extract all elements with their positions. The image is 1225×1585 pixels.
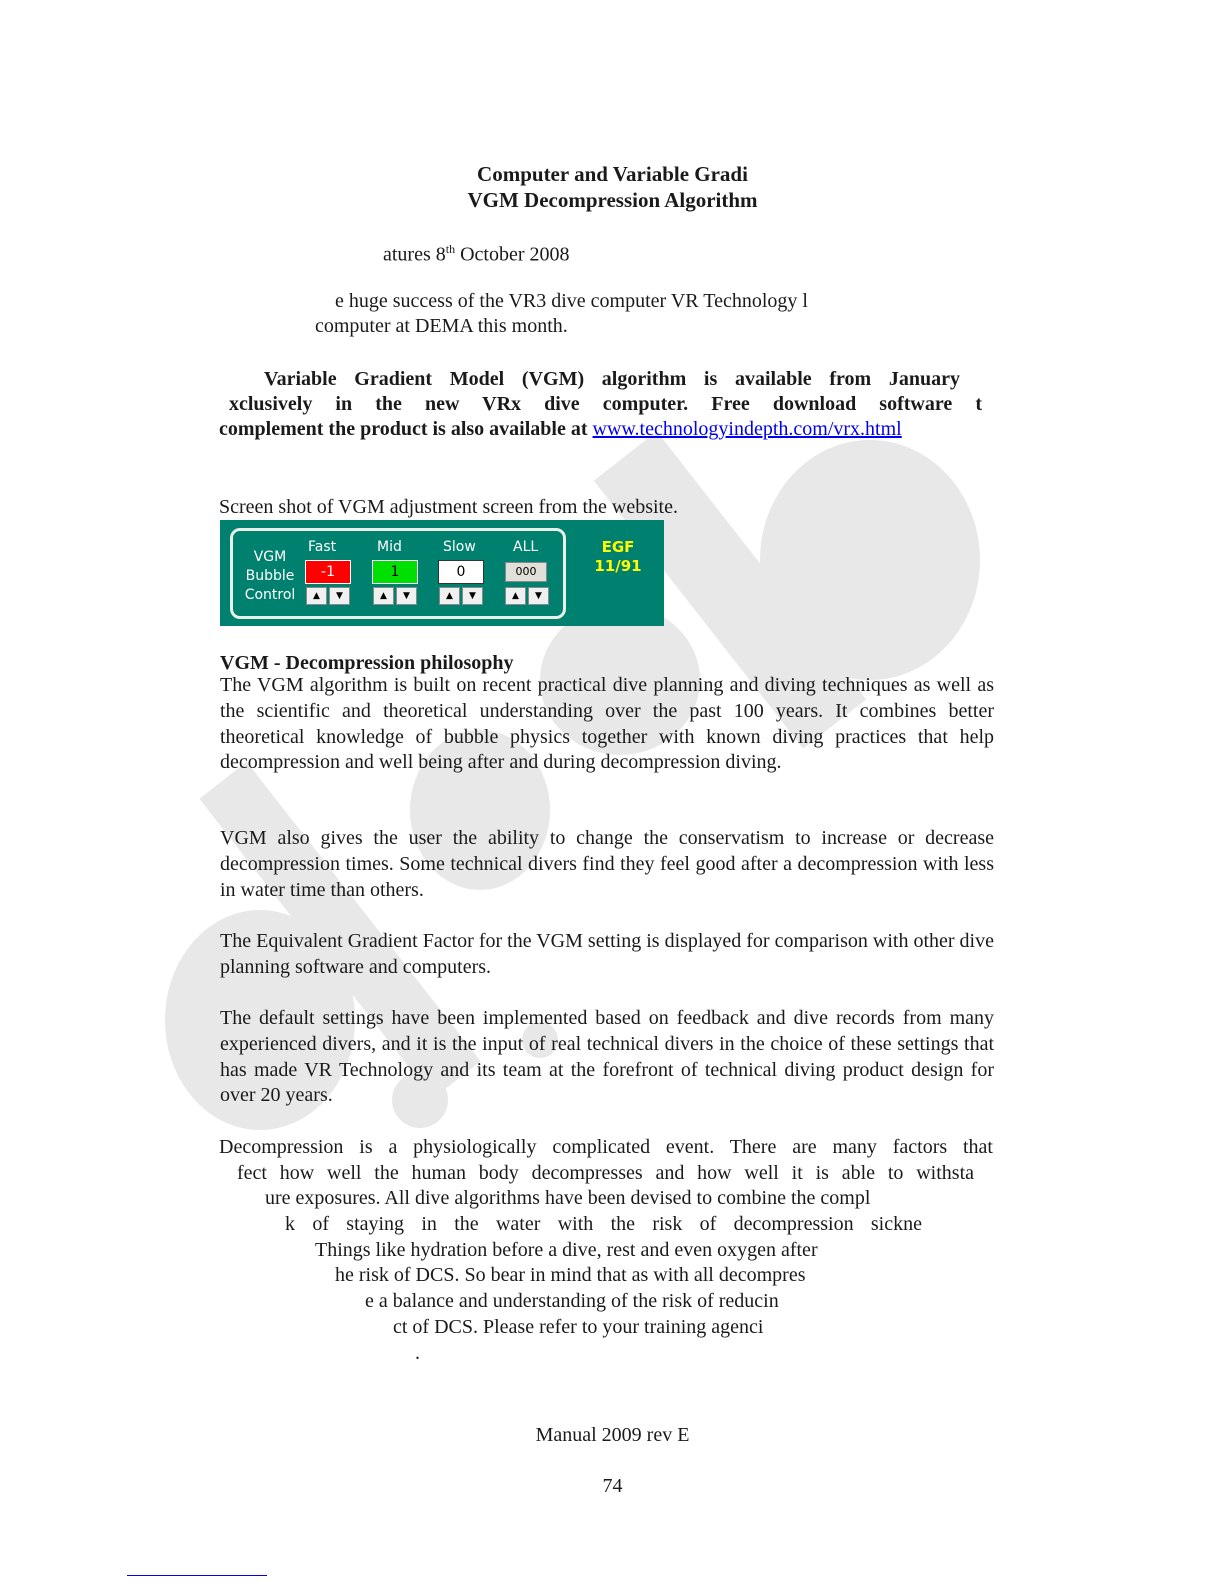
fast-value-box: -1 xyxy=(305,560,351,584)
paragraph-1: The VGM algorithm is built on recent practical dive planning and diving techniques as well as the scientific and theoretical understanding over the past 100 years. It combines better theoretical knowledge of bubble physics together with known diving practices that help decompression and well being after and during decompression diving. xyxy=(220,674,994,774)
paragraph-5-line2: fect how well the human body decompresses and how well it is able to withsta xyxy=(237,1162,974,1184)
all-stepper xyxy=(505,587,549,605)
page-number: 74 xyxy=(602,1475,623,1497)
vgm-label-line3: Control xyxy=(244,587,296,603)
screenshot-caption: Screen shot of VGM adjustment screen from the website. xyxy=(219,496,678,518)
fast-column-label: Fast xyxy=(308,539,337,555)
all-up-arrow-icon[interactable]: ▲ xyxy=(505,587,526,605)
egf-label: EGF xyxy=(601,538,635,556)
announcement-line3-text: complement the product is also available at xyxy=(219,418,593,440)
date-superscript: th xyxy=(445,242,456,256)
paragraph-4: The default settings have been implemented based on feedback and dive records from many experienced divers, and it is the input of real technical divers in the choice of these settings that has made VR Technology and its team at the forefront of technical diving product design for over 20 years. xyxy=(220,1007,994,1107)
paragraph-2: VGM also gives the user the ability to change the conservatism to increase or decrease decompression times. Some technical divers find they feel good after a decompression with less in water time than others. xyxy=(220,827,994,901)
announcement-line3 xyxy=(219,416,902,442)
fast-down-arrow-icon[interactable]: ▼ xyxy=(329,587,350,605)
intro-line2: computer at DEMA this month. xyxy=(315,315,568,337)
section-heading: VGM - Decompression philosophy xyxy=(220,652,514,674)
mid-value-box: 1 xyxy=(372,560,418,584)
vrx-website-link[interactable]: www.technologyindepth.com/vrx.html xyxy=(592,418,902,440)
all-value-button[interactable]: 000 xyxy=(505,562,547,582)
announcement-line1: Variable Gradient Model (VGM) algorithm is available from January xyxy=(264,368,960,390)
date-suffix: October 2008 xyxy=(455,243,570,266)
slow-up-arrow-icon[interactable]: ▲ xyxy=(439,587,460,605)
date-line xyxy=(383,236,570,268)
all-column-label: ALL xyxy=(513,539,539,555)
paragraph-3: The Equivalent Gradient Factor for the VGM setting is displayed for comparison with other dive planning software and computers. xyxy=(220,930,994,978)
slow-stepper xyxy=(439,587,483,605)
vgm-bubble-control-panel xyxy=(220,520,664,626)
document-title-line2: VGM Decompression Algorithm xyxy=(467,188,758,212)
mid-up-arrow-icon[interactable]: ▲ xyxy=(373,587,394,605)
all-down-arrow-icon[interactable]: ▼ xyxy=(528,587,549,605)
mid-column-label: Mid xyxy=(377,539,402,555)
slow-value-box: 0 xyxy=(438,560,484,584)
paragraph-5-line3: ure exposures. All dive algorithms have been devised to combine the compl xyxy=(265,1187,871,1209)
slow-down-arrow-icon[interactable]: ▼ xyxy=(462,587,483,605)
mid-stepper xyxy=(373,587,417,605)
mid-down-arrow-icon[interactable]: ▼ xyxy=(396,587,417,605)
vgm-label-line1: VGM xyxy=(253,549,287,565)
slow-column-label: Slow xyxy=(443,539,476,555)
paragraph-5-line9: . xyxy=(415,1342,420,1364)
fast-up-arrow-icon[interactable]: ▲ xyxy=(306,587,327,605)
paragraph-5-line4: k of staying in the water with the risk of decompression sickne xyxy=(285,1213,922,1235)
manual-footer: Manual 2009 rev E xyxy=(535,1424,690,1446)
egf-display xyxy=(588,538,648,576)
announcement-line2: xclusively in the new VRx dive computer. Free download software t xyxy=(229,393,982,415)
footnote-separator xyxy=(127,1575,267,1576)
paragraph-5-line5: Things like hydration before a dive, rest and even oxygen after xyxy=(315,1239,818,1261)
paragraph-5-line6: he risk of DCS. So bear in mind that as with all decompres xyxy=(335,1264,806,1286)
egf-value: 11/91 xyxy=(594,557,642,575)
intro-line1: e huge success of the VR3 dive computer VR Technology l xyxy=(335,290,808,312)
paragraph-5-line1: Decompression is a physiologically complicated event. There are many factors that xyxy=(219,1136,993,1158)
date-prefix: atures 8 xyxy=(383,243,446,266)
vgm-label-line2: Bubble xyxy=(245,568,295,584)
document-title-line1: Computer and Variable Gradi xyxy=(477,162,748,186)
paragraph-5-line7: e a balance and understanding of the risk of reducin xyxy=(365,1290,779,1312)
paragraph-5-line8: ct of DCS. Please refer to your training agenci xyxy=(393,1316,764,1338)
fast-stepper xyxy=(306,587,350,605)
